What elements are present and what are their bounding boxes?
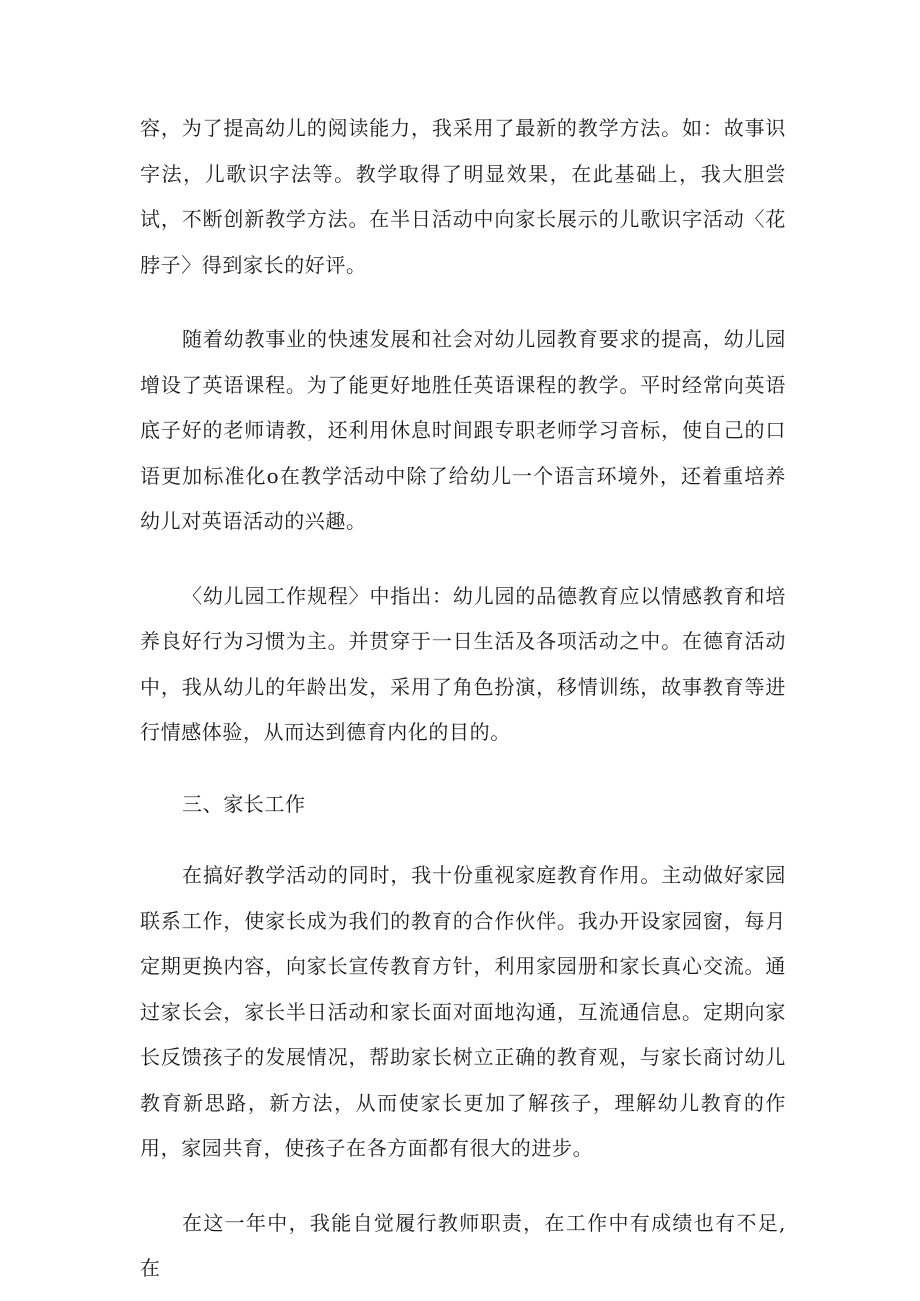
paragraph-moral-education: 〈幼儿园工作规程〉中指出：幼儿园的品德教育应以情感教育和培养良好行为习惯为主。并贯穿于一日生活及各项活动之中。在德育活动中，我从幼儿的年龄出发，采用了角色扮演，移情训练，故事教育等进行情感体验，从而达到德育内化的目的。 <box>140 583 786 744</box>
section-heading-parent-work: 三、家长工作 <box>182 791 306 816</box>
document-body <box>140 106 786 1292</box>
paragraph-parent-work: 在搞好教学活动的同时，我十份重视家庭教育作用。主动做好家园联系工作，使家长成为我们的教育的合作伙伴。我办开设家园窗，每月定期更换内容，向家长宣传教育方针，利用家园册和家长真心交流。通过家长会，家长半日活动和家长面对面地沟通，互流通信息。定期向家长反馈孩子的发展情况，帮助家长树立正确的教育观，与家长商讨幼儿教育新思路，新方法，从而使家长更加了解孩子，理解幼儿教育的作用，家园共育，使孩子在各方面都有很大的进步。 <box>140 863 786 1160</box>
paragraph-year-summary: 在这一年中，我能自觉履行教师职责，在工作中有成绩也有不足,在 <box>140 1210 786 1280</box>
paragraph-literacy-methods: 容，为了提高幼儿的阅读能力，我采用了最新的教学方法。如：故事识字法，儿歌识字法等。教学取得了明显效果，在此基础上，我大胆尝试，不断创新教学方法。在半日活动中向家长展示的儿歌识字活动〈花脖子〉得到家长的好评。 <box>140 116 786 277</box>
paragraph-english-course: 随着幼教事业的快速发展和社会对幼儿园教育要求的提高，幼儿园增设了英语课程。为了能更好地胜任英语课程的教学。平时经常向英语底子好的老师请教，还利用休息时间跟专职老师学习音标，使自己的口语更加标准化o在教学活动中除了给幼儿一个语言环境外，还着重培养幼儿对英语活动的兴趣。 <box>140 327 786 533</box>
